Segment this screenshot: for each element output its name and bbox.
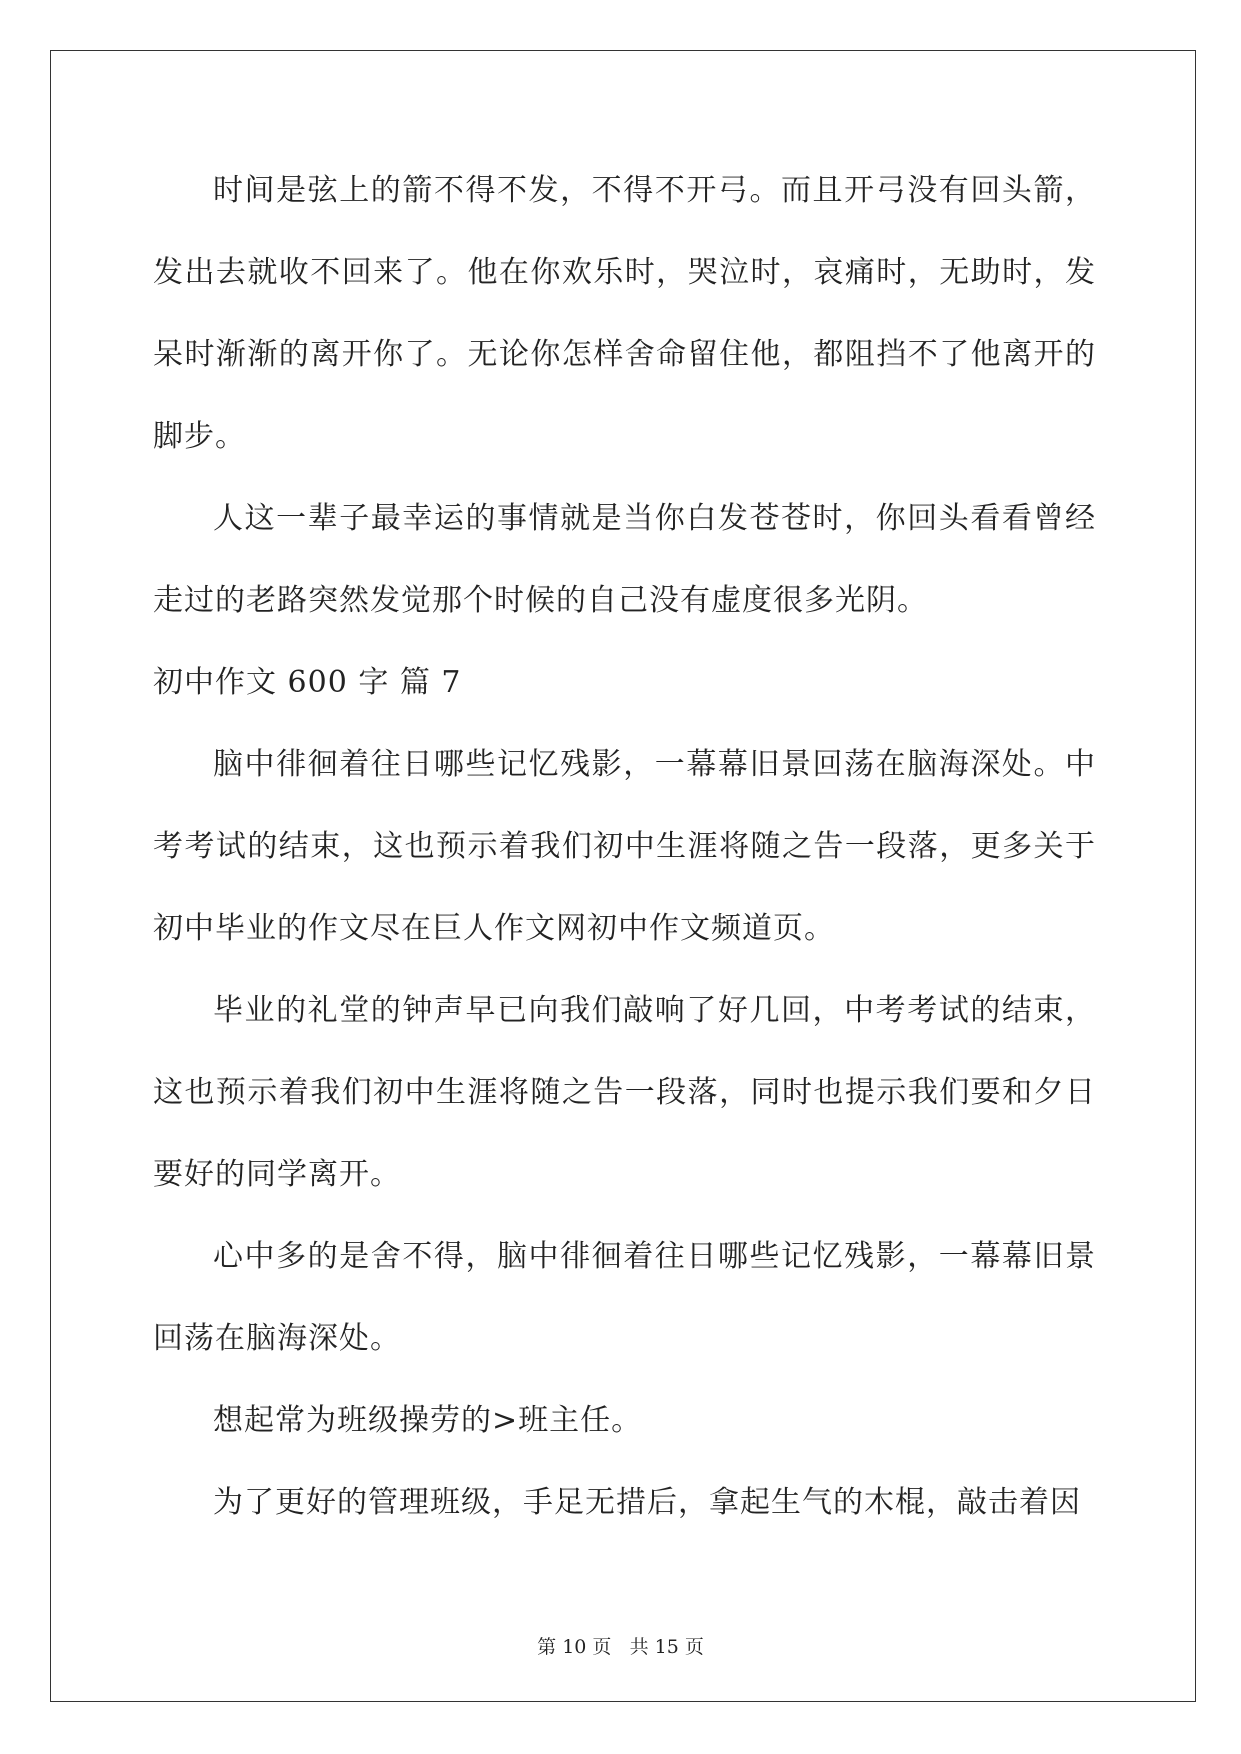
page-number: 第 10 页: [537, 1636, 612, 1658]
section-heading: 初中作文 600 字 篇 7: [153, 665, 462, 700]
paragraph-reluctance: 心中多的是舍不得，脑中徘徊着往日哪些记忆残影，一幕幕旧景回荡在脑海深处。: [153, 1239, 1096, 1356]
paragraph-class-management: 为了更好的管理班级，手足无措后，拿起生气的木棍，敲击着因: [213, 1485, 1081, 1520]
paragraph-memories: 脑中徘徊着往日哪些记忆残影，一幕幕旧景回荡在脑海深处。中考考试的结束，这也预示着我们初中生涯将随之告一段落，更多关于初中毕业的作文尽在巨人作文网初中作文频道页。: [153, 747, 1096, 946]
paragraph-time-arrow: 时间是弦上的箭不得不发，不得不开弓。而且开弓没有回头箭，发出去就收不回来了。他在你欢乐时，哭泣时，哀痛时，无助时，发呆时渐渐的离开你了。无论你怎样舍命留住他，都阻挡不了他离开的脚步。: [153, 173, 1096, 454]
page-footer: [0, 1632, 1241, 1659]
document-body: [153, 150, 1096, 1544]
paragraph-graduation-bell: 毕业的礼堂的钟声早已向我们敲响了好几回，中考考试的结束，这也预示着我们初中生涯将随之告一段落，同时也提示我们要和夕日要好的同学离开。: [153, 993, 1096, 1192]
paragraph-head-teacher: 想起常为班级操劳的>班主任。: [213, 1403, 643, 1438]
paragraph-lucky-life: 人这一辈子最幸运的事情就是当你白发苍苍时，你回头看看曾经走过的老路突然发觉那个时候的自己没有虚度很多光阴。: [153, 501, 1096, 618]
page-total: 共 15 页: [629, 1636, 704, 1658]
